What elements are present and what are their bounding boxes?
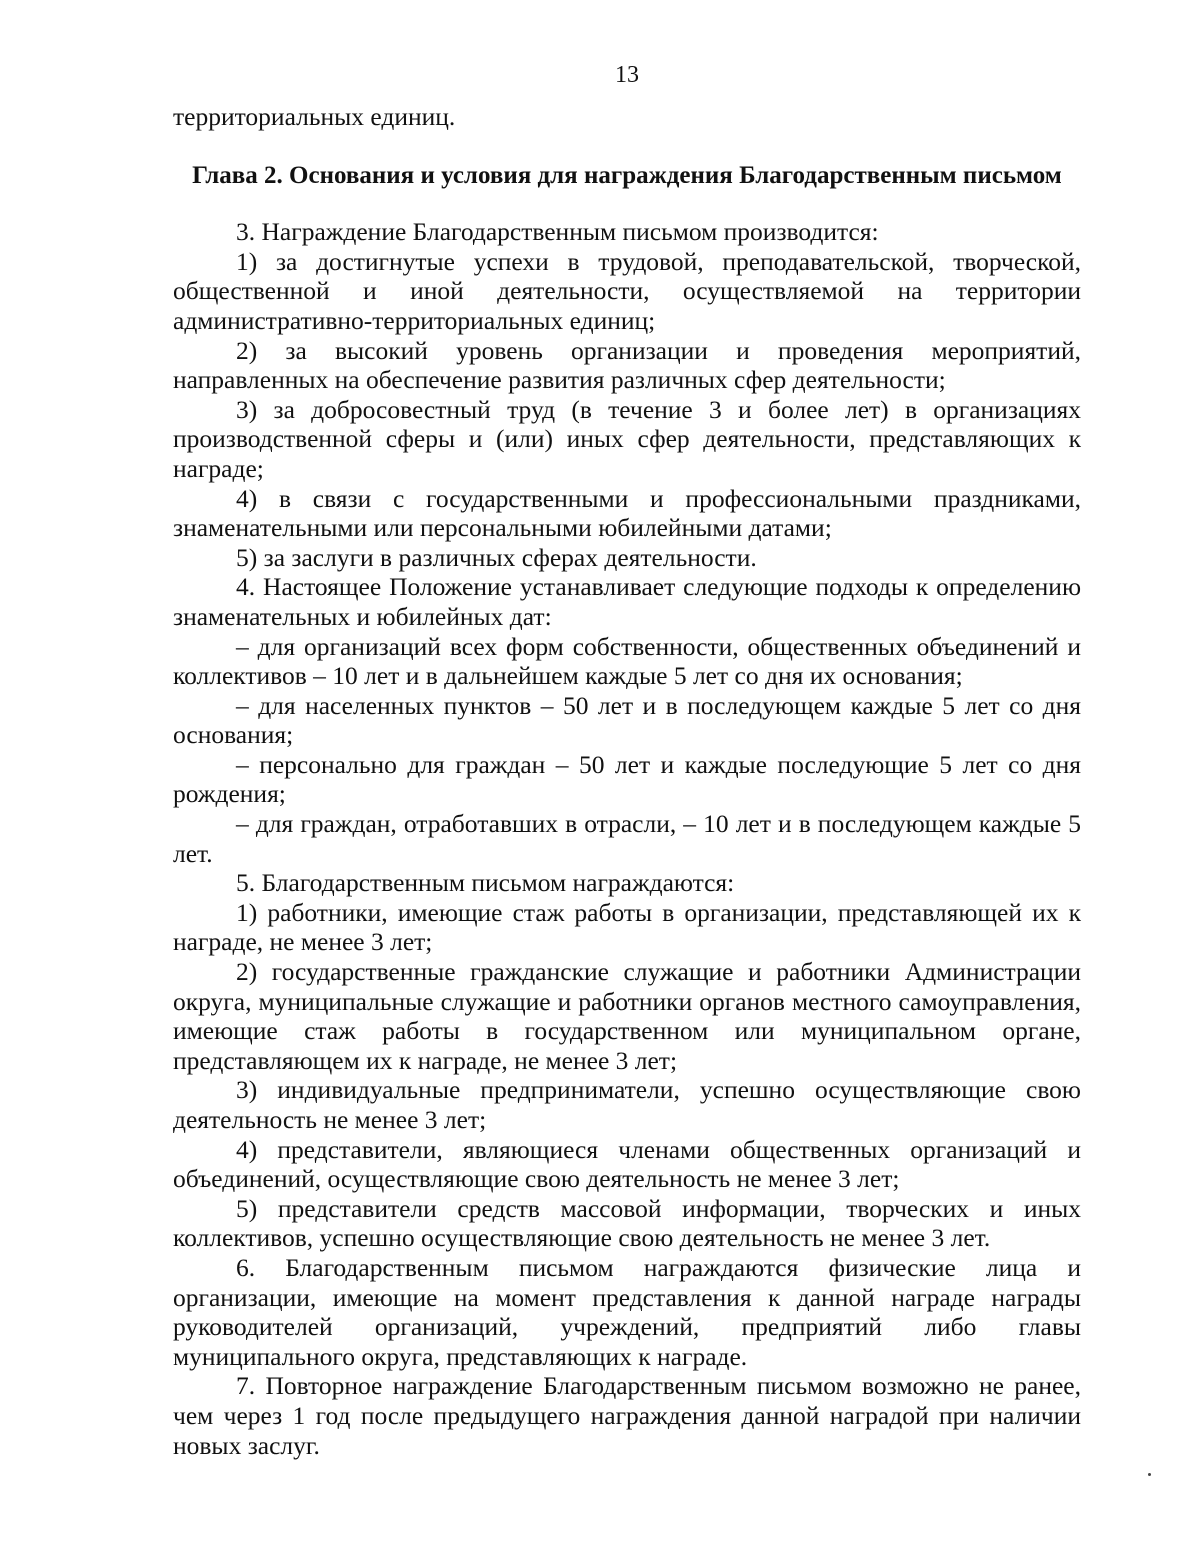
paragraph: 3) индивидуальные предприниматели, успешно осуществляющие свою деятельность не менее 3 лет; [173, 1075, 1081, 1134]
paragraph: 4) в связи с государственными и профессиональными праздниками, знаменательными или персональными юбилейными датами; [173, 483, 1081, 543]
paragraph: 5) за заслуги в различных сферах деятельности. [236, 542, 757, 572]
paragraph: 3. Награждение Благодарственным письмом производится: [236, 217, 879, 247]
paragraph: – для населенных пунктов – 50 лет и в последующем каждые 5 лет со дня основания; [173, 690, 1081, 750]
paragraph: 2) государственные гражданские служащие и работники Администрации округа, муниципальные служащие и работники органов местного самоуправления, имеющие стаж работы в государственном или муниципальном органе, представляющем их к награде, не менее 3 лет; [173, 957, 1081, 1075]
chapter-heading: Глава 2. Основания и условия для награждения Благодарственным письмом [192, 161, 1062, 189]
paragraph: – для граждан, отработавших в отрасли, – 10 лет и в последующем каждые 5 лет. [173, 809, 1081, 868]
paragraph: 6. Благодарственным письмом награждаются физические лица и организации, имеющие на момент представления к данной награде награды руководителей организаций, учреждений, предприятий либо главы муниципального округа, представляющих к награде. [173, 1252, 1081, 1371]
scan-speck [1148, 1473, 1151, 1476]
paragraph: 3) за добросовестный труд (в течение 3 и более лет) в организациях производственной сферы и (или) иных сфер деятельности, представляющих к награде; [173, 394, 1081, 483]
page-number: 13 [615, 62, 639, 88]
paragraph: – для организаций всех форм собственности, общественных объединений и коллективов – 10 лет и в дальнейшем каждые 5 лет со дня их основания; [173, 631, 1081, 691]
document-body [173, 102, 1081, 1460]
paragraph: 7. Повторное награждение Благодарственным письмом возможно не ранее, чем через 1 год после предыдущего награждения данной наградой при наличии новых заслуг. [173, 1371, 1081, 1460]
paragraph: 1) работники, имеющие стаж работы в организации, представляющей их к награде, не менее 3 лет; [173, 897, 1081, 957]
paragraph: 4) представители, являющиеся членами общественных организаций и объединений, осуществляющие свою деятельность не менее 3 лет; [173, 1134, 1081, 1194]
intro-fragment: территориальных единиц. [173, 102, 456, 131]
paragraph: 4. Настоящее Положение устанавливает следующие подходы к определению знаменательных и юбилейных дат: [173, 572, 1081, 631]
paragraph: 1) за достигнутые успехи в трудовой, преподавательской, творческой, общественной и иной деятельности, осуществляемой на территории административно-территориальных единиц; [173, 246, 1081, 335]
paragraph: 2) за высокий уровень организации и проведения мероприятий, направленных на обеспечение развития различных сфер деятельности; [173, 335, 1081, 395]
paragraph: 5. Благодарственным письмом награждаются: [236, 868, 735, 898]
paragraph: – персонально для граждан – 50 лет и каждые последующие 5 лет со дня рождения; [173, 749, 1081, 809]
paragraph: 5) представители средств массовой информации, творческих и иных коллективов, успешно осуществляющие свою деятельность не менее 3 лет. [173, 1193, 1081, 1253]
